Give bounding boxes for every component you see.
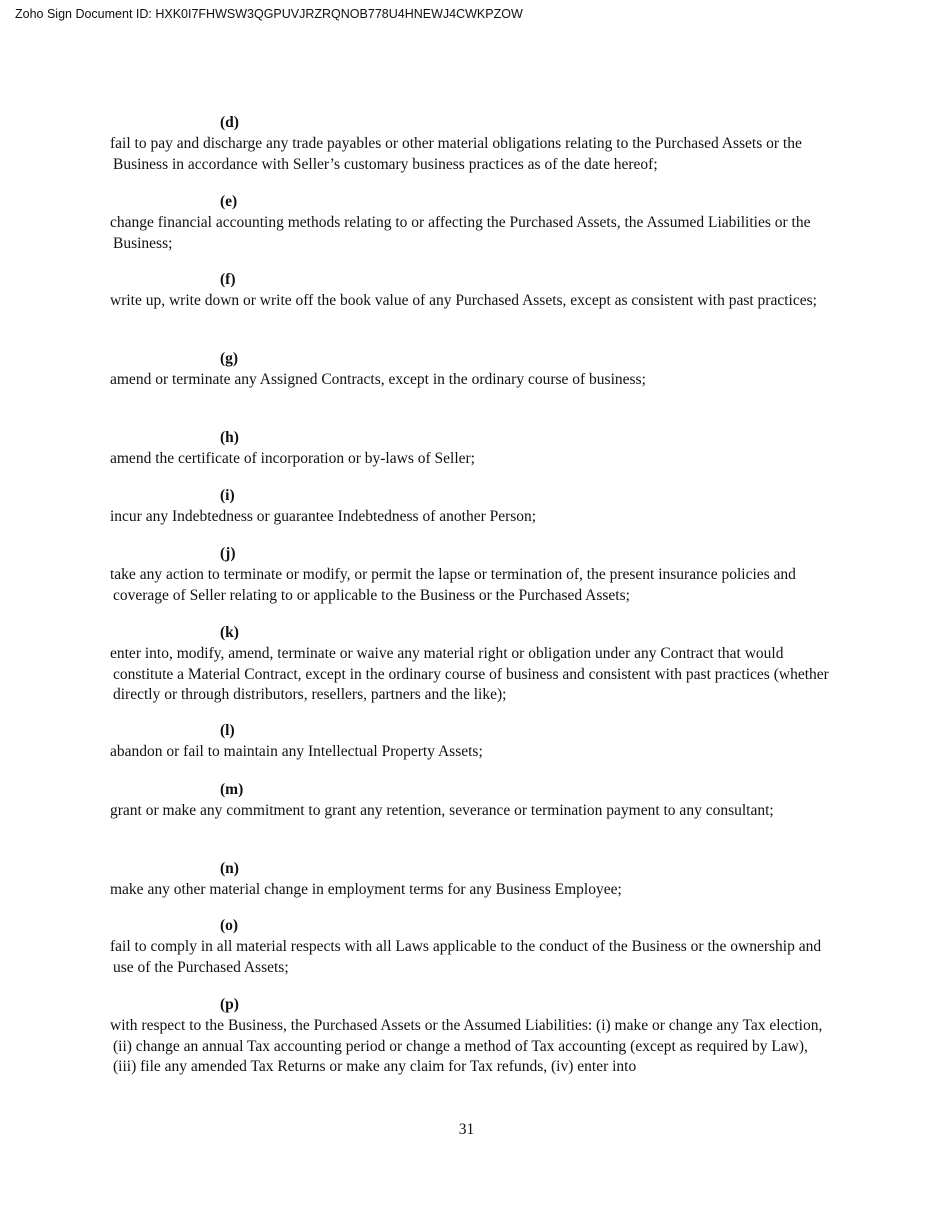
clause-marker: (j)	[220, 545, 236, 562]
clause-marker: (m)	[220, 781, 244, 798]
document-id-header: Zoho Sign Document ID: HXK0I7FHWSW3QGPUVJRZRQNOB778U4HNEWJ4CWKPZOW	[15, 7, 523, 21]
clause-text: enter into, modify, amend, terminate or waive any material right or obligation under any Contract that would constitute a Material Contract, except in the ordinary course of business and consistent with past practices (whether directly or through distributors, resellers, partners and the like);	[110, 645, 829, 703]
clause-marker: (d)	[220, 114, 239, 131]
clause-marker: (i)	[220, 487, 235, 504]
page-number: 31	[458, 1121, 475, 1138]
clause-text: take any action to terminate or modify, or permit the lapse or termination of, the present insurance policies and coverage of Seller relating to or applicable to the Business or the Purchased Assets;	[110, 566, 796, 604]
clause-text: amend or terminate any Assigned Contracts, except in the ordinary course of business;	[110, 371, 646, 388]
clause-marker: (p)	[220, 996, 239, 1013]
clause-text: make any other material change in employment terms for any Business Employee;	[110, 881, 622, 898]
clause-marker: (f)	[220, 271, 236, 288]
clause-marker: (g)	[220, 350, 239, 367]
clause-marker: (h)	[220, 429, 239, 446]
clause-text: fail to pay and discharge any trade payables or other material obligations relating to the Purchased Assets or the Business in accordance with Seller’s customary business practices as of the date hereof;	[110, 135, 802, 173]
clause-marker: (e)	[220, 193, 238, 210]
clause-marker: (l)	[220, 722, 235, 739]
clause-text: amend the certificate of incorporation or by-laws of Seller;	[110, 450, 475, 467]
clause-text: grant or make any commitment to grant any retention, severance or termination payment to any consultant;	[110, 802, 774, 819]
clause-marker: (n)	[220, 860, 239, 877]
clause-text: change financial accounting methods relating to or affecting the Purchased Assets, the Assumed Liabilities or the Business;	[110, 214, 811, 252]
clause-text: with respect to the Business, the Purchased Assets or the Assumed Liabilities: (i) make or change any Tax election, (ii) change an annual Tax accounting period or change a method of Tax accounting (except as required by Law), (iii) file any amended Tax Returns or make any claim for Tax refunds, (iv) enter into	[110, 1017, 823, 1075]
clause-text: write up, write down or write off the book value of any Purchased Assets, except as consistent with past practices;	[110, 292, 817, 309]
clause-marker: (o)	[220, 917, 239, 934]
clause-text: fail to comply in all material respects with all Laws applicable to the conduct of the Business or the ownership and use of the Purchased Assets;	[110, 938, 822, 976]
clause-text: abandon or fail to maintain any Intellectual Property Assets;	[110, 743, 483, 760]
clause-marker: (k)	[220, 624, 239, 641]
clause-text: incur any Indebtedness or guarantee Indebtedness of another Person;	[110, 508, 537, 525]
